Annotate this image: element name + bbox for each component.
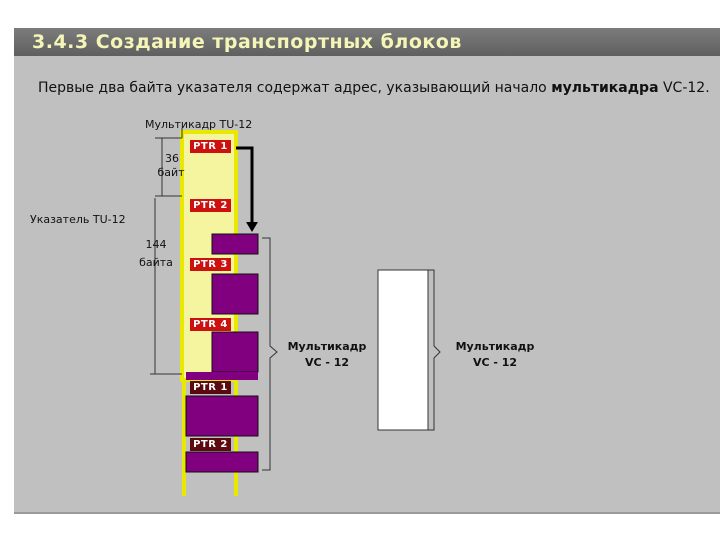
vc12-block-1b	[212, 274, 258, 314]
multiframe-vc12-right-line1: Мультикадр	[455, 340, 535, 353]
vc12-block-2a	[186, 396, 258, 436]
multiframe-vc12-right-line2: VC - 12	[472, 356, 518, 369]
slide-title: 3.4.3 Создание транспортных блоков	[32, 31, 462, 53]
ptr-1-next: PTR 1	[190, 381, 231, 394]
subtitle-bold: мультикадра	[551, 80, 659, 96]
ptr-3: PTR 3	[190, 258, 231, 271]
multiframe-vc12-label-left	[272, 339, 382, 371]
ptr-4: PTR 4	[190, 318, 231, 331]
multiframe-vc12-left-line1: Мультикадр	[287, 340, 367, 353]
vc12-outline-frame	[378, 270, 428, 430]
subtitle-text-before: Первые два байта указателя содержат адрес, указывающий начало	[38, 80, 552, 96]
multiframe-vc12-left-line2: VC - 12	[304, 356, 350, 369]
pointer-arrow-head	[246, 222, 258, 232]
vc12-block-1c	[212, 332, 258, 372]
ptr-2-next: PTR 2	[190, 438, 231, 451]
subtitle-text-after: VC-12.	[658, 80, 710, 96]
ptr-1: PTR 1	[190, 140, 231, 153]
label-36-unit: байт	[157, 166, 185, 179]
ptr-2: PTR 2	[190, 199, 231, 212]
pointer-arrow-line	[236, 148, 252, 224]
label-multiframe-tu12: Мультикадр TU-12	[145, 118, 253, 131]
vc12-block-2b	[186, 452, 258, 472]
vc12-brace-right	[428, 270, 440, 430]
vc12-block-1a	[212, 234, 258, 254]
label-36-num: 36	[165, 152, 179, 165]
multiframe-vc12-label-right	[440, 339, 550, 371]
label-144-unit: байта	[139, 256, 173, 269]
label-144-num: 144	[145, 238, 167, 251]
slide-bottom-line	[14, 512, 720, 514]
label-pointer-tu12: Указатель TU-12	[30, 213, 126, 226]
vc12-block-1d	[186, 372, 258, 380]
